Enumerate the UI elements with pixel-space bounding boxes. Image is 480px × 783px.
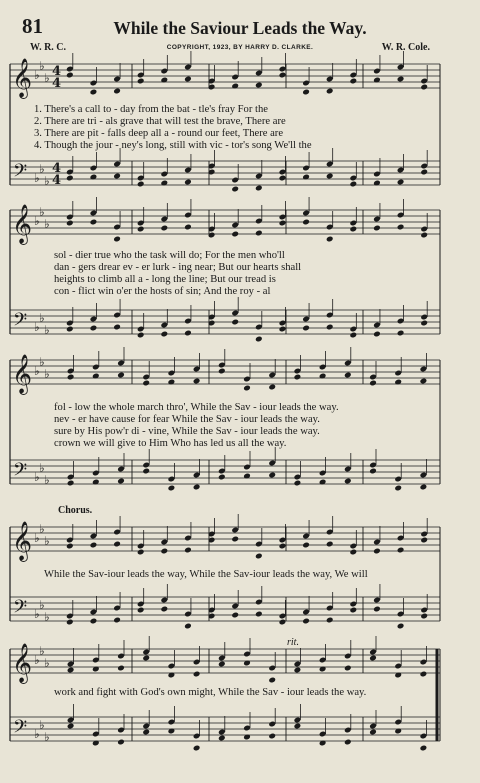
note-head xyxy=(279,619,287,626)
note-head xyxy=(344,739,352,746)
lyric-line-s2-verse4: con - flict win o'er the hosts of sin; And the roy - al xyxy=(54,286,271,297)
note-head xyxy=(268,733,276,740)
note-head xyxy=(302,325,310,332)
note-head xyxy=(349,332,357,339)
note-head xyxy=(255,230,263,237)
note-head xyxy=(67,374,75,381)
bass-clef-icon: 𝄢 xyxy=(13,717,28,742)
note-head xyxy=(420,169,428,176)
note-head xyxy=(137,226,145,233)
note-head xyxy=(326,173,334,180)
lyric-line-s3-verse1: fol - low the whole march thro', While the Sav - iour leads the way. xyxy=(54,402,339,413)
note-head xyxy=(231,231,239,238)
note-head xyxy=(279,175,287,182)
treble-clef-icon: 𝄞 xyxy=(12,204,33,244)
note-head xyxy=(113,173,121,180)
note-head xyxy=(397,224,405,231)
note-head xyxy=(218,735,226,742)
note-head xyxy=(184,224,192,231)
treble-clef-icon: 𝄞 xyxy=(12,521,33,561)
note-head xyxy=(369,468,377,475)
note-head xyxy=(142,468,150,475)
note-head xyxy=(255,611,263,618)
flat-icon: ♭ xyxy=(34,653,40,667)
note-head xyxy=(90,219,98,226)
note-head xyxy=(218,474,226,481)
note-head xyxy=(302,542,310,549)
note-head xyxy=(117,739,125,746)
note-head xyxy=(349,549,357,556)
flat-icon: ♭ xyxy=(44,367,50,381)
flat-icon: ♭ xyxy=(44,323,50,337)
note-head xyxy=(90,325,98,332)
note-head xyxy=(184,179,192,186)
note-head xyxy=(67,667,75,674)
note-head xyxy=(66,72,74,79)
note-head xyxy=(394,485,402,492)
note-head xyxy=(420,84,428,91)
flat-icon: ♭ xyxy=(39,598,45,612)
note-head xyxy=(302,219,310,226)
note-head xyxy=(137,332,145,339)
hymn-number: 81 xyxy=(22,14,43,38)
flat-icon: ♭ xyxy=(34,364,40,378)
note-head xyxy=(137,607,145,614)
note-head xyxy=(397,547,405,554)
treble-clef-icon: 𝄞 xyxy=(12,58,33,98)
treble-clef-icon: 𝄞 xyxy=(12,354,33,394)
flat-icon: ♭ xyxy=(44,534,50,548)
note-head xyxy=(344,372,352,379)
note-head xyxy=(160,331,168,338)
note-head xyxy=(255,336,263,343)
note-head xyxy=(113,617,121,624)
note-head xyxy=(218,368,226,375)
note-head xyxy=(420,232,428,239)
note-head xyxy=(279,543,287,550)
note-head xyxy=(113,88,121,95)
note-head xyxy=(160,548,168,555)
lyric-line-s3-verse4: crown we will give to Him Who has led us all the way. xyxy=(54,438,287,449)
note-head xyxy=(420,613,428,620)
note-head xyxy=(142,729,150,736)
note-head xyxy=(193,484,201,491)
note-head xyxy=(137,78,145,85)
note-head xyxy=(326,324,334,331)
flat-icon: ♭ xyxy=(39,311,45,325)
note-head xyxy=(67,480,75,487)
note-head xyxy=(90,542,98,549)
flat-icon: ♭ xyxy=(34,214,40,228)
note-head xyxy=(294,667,302,674)
chorus-lyric-line-1: While the Sav-iour leads the way, While the Sav-iour leads the way, We will xyxy=(44,569,368,580)
note-head xyxy=(193,378,201,385)
flat-icon: ♭ xyxy=(44,656,50,670)
flat-icon: ♭ xyxy=(34,727,40,741)
time-signature: 4 xyxy=(52,173,62,188)
lyric-line-s2-verse3: heights to climb all a - long the line; But our tread is xyxy=(54,274,276,285)
note-head xyxy=(90,618,98,625)
note-head xyxy=(243,385,251,392)
note-head xyxy=(184,547,192,554)
note-head xyxy=(326,88,334,95)
flat-icon: ♭ xyxy=(44,217,50,231)
treble-clef-icon: 𝄞 xyxy=(12,643,33,683)
flat-icon: ♭ xyxy=(34,68,40,82)
flat-icon: ♭ xyxy=(44,473,50,487)
note-head xyxy=(373,331,381,338)
copyright-notice: COPYRIGHT, 1923, BY HARRY D. CLARKE. xyxy=(166,44,314,51)
note-head xyxy=(420,671,428,678)
note-head xyxy=(137,549,145,556)
flat-icon: ♭ xyxy=(39,461,45,475)
note-head xyxy=(349,607,357,614)
note-head xyxy=(326,617,334,624)
note-head xyxy=(218,661,226,668)
note-head xyxy=(373,548,381,555)
note-head xyxy=(279,326,287,333)
time-signature: 4 xyxy=(52,64,62,79)
note-head xyxy=(344,478,352,485)
flat-icon: ♭ xyxy=(39,162,45,176)
note-head xyxy=(142,655,150,662)
note-head xyxy=(142,380,150,387)
tempo-marking: rit. xyxy=(287,637,299,648)
note-head xyxy=(294,374,302,381)
note-head xyxy=(373,225,381,232)
flat-icon: ♭ xyxy=(44,174,50,188)
note-head xyxy=(344,665,352,672)
lyric-line-s2-verse1: sol - dier true who the task will do; For the men who'll xyxy=(54,250,285,261)
note-head xyxy=(373,606,381,613)
note-head xyxy=(268,384,276,391)
note-head xyxy=(420,378,428,385)
note-head xyxy=(66,175,74,182)
lyric-line-s3-verse2: nev - er have cause for fear While the Sav - iour leads the way. xyxy=(54,414,320,425)
note-head xyxy=(231,186,239,193)
note-head xyxy=(231,536,239,543)
note-head xyxy=(231,319,239,326)
note-head xyxy=(420,320,428,327)
composer-credit: W. R. Cole. xyxy=(381,42,430,53)
note-head xyxy=(268,472,276,479)
note-head xyxy=(184,330,192,337)
flat-icon: ♭ xyxy=(34,320,40,334)
note-head xyxy=(184,623,192,630)
note-head xyxy=(66,543,74,550)
note-head xyxy=(137,181,145,188)
note-head xyxy=(349,78,357,85)
note-head xyxy=(66,619,74,626)
note-head xyxy=(349,181,357,188)
lyric-line-s3-verse3: sure by His pow'r di - vine, While the Sav - iour leads the way. xyxy=(54,426,320,437)
note-head xyxy=(113,236,121,243)
flat-icon: ♭ xyxy=(39,355,45,369)
note-head xyxy=(117,665,125,672)
note-head xyxy=(326,236,334,243)
flat-icon: ♭ xyxy=(44,71,50,85)
note-head xyxy=(397,330,405,337)
note-head xyxy=(369,655,377,662)
lyric-line-s1-verse4: 4. Though the jour - ney's long, still with vic - tor's song We'll the xyxy=(34,140,312,151)
note-head xyxy=(184,76,192,83)
time-signature: 4 xyxy=(52,76,62,91)
note-head xyxy=(420,537,428,544)
lyric-line-s1-verse1: 1. There's a call to - day from the bat - tle's fray For the xyxy=(34,104,268,115)
flat-icon: ♭ xyxy=(39,718,45,732)
chorus-lyric-line-2: work and fight with God's own might, While the Sav - iour leads the way. xyxy=(54,687,367,698)
note-head xyxy=(349,226,357,233)
note-head xyxy=(160,225,168,232)
note-head xyxy=(279,220,287,227)
note-head xyxy=(160,606,168,613)
note-head xyxy=(193,671,201,678)
flat-icon: ♭ xyxy=(44,610,50,624)
note-head xyxy=(255,185,263,192)
note-head xyxy=(67,723,75,730)
note-head xyxy=(369,380,377,387)
flat-icon: ♭ xyxy=(39,644,45,658)
note-head xyxy=(117,478,125,485)
flat-icon: ♭ xyxy=(44,730,50,744)
lyric-line-s1-verse3: 3. There are pit - falls deep all a - round our feet, There are xyxy=(34,128,284,139)
author-credit: W. R. C. xyxy=(30,42,67,53)
bass-clef-icon: 𝄢 xyxy=(13,460,28,485)
note-head xyxy=(193,745,201,752)
note-head xyxy=(66,220,74,227)
flat-icon: ♭ xyxy=(34,607,40,621)
note-head xyxy=(302,89,310,96)
note-head xyxy=(113,324,121,331)
note-head xyxy=(255,82,263,89)
note-head xyxy=(302,618,310,625)
flat-icon: ♭ xyxy=(39,59,45,73)
note-head xyxy=(397,179,405,186)
note-head xyxy=(168,485,176,492)
lyric-line-s2-verse2: dan - gers drear ev - er lurk - ing near; But our hearts shall xyxy=(54,262,302,273)
note-head xyxy=(420,484,428,491)
note-head xyxy=(117,372,125,379)
hymn-title: While the Saviour Leads the Way. xyxy=(113,18,367,38)
flat-icon: ♭ xyxy=(39,522,45,536)
note-head xyxy=(279,72,287,79)
note-head xyxy=(294,480,302,487)
flat-icon: ♭ xyxy=(39,205,45,219)
lyric-line-s1-verse2: 2. There are tri - als grave that will test the brave, There are xyxy=(34,116,286,127)
note-head xyxy=(113,541,121,548)
note-head xyxy=(231,612,239,619)
flat-icon: ♭ xyxy=(34,171,40,185)
flat-icon: ♭ xyxy=(34,470,40,484)
note-head xyxy=(66,326,74,333)
note-head xyxy=(255,553,263,560)
note-head xyxy=(294,723,302,730)
bass-clef-icon: 𝄢 xyxy=(13,161,28,186)
flat-icon: ♭ xyxy=(34,531,40,545)
note-head xyxy=(369,729,377,736)
note-head xyxy=(420,745,428,752)
bass-clef-icon: 𝄢 xyxy=(13,597,28,622)
note-head xyxy=(90,89,98,96)
note-head xyxy=(326,541,334,548)
note-head xyxy=(397,76,405,83)
note-head xyxy=(268,677,276,684)
bass-clef-icon: 𝄢 xyxy=(13,310,28,335)
chorus-label: Chorus. xyxy=(58,505,93,516)
note-head xyxy=(397,623,405,630)
time-signature: 4 xyxy=(52,161,62,176)
